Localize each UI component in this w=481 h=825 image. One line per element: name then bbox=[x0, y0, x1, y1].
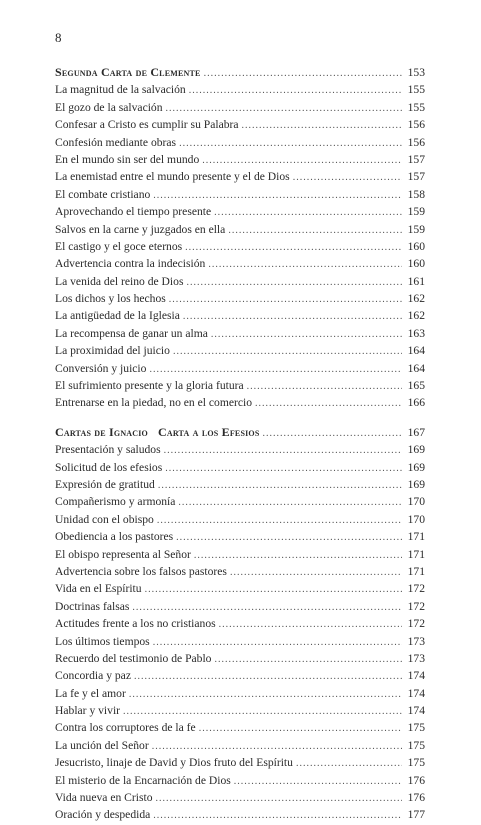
dot-leader bbox=[293, 169, 402, 186]
toc-entry-page: 170 bbox=[407, 512, 425, 526]
toc-entry bbox=[55, 441, 425, 458]
toc-entry-title: El combate cristiano bbox=[55, 187, 151, 201]
toc-entry bbox=[55, 719, 425, 736]
toc-entry bbox=[55, 580, 425, 597]
dot-leader bbox=[165, 460, 402, 477]
toc-entry-title: Los dichos y los hechos bbox=[55, 292, 166, 306]
toc-entry-title: Concordia y paz bbox=[55, 669, 131, 683]
toc-entry-title: Oración y despedida bbox=[55, 808, 151, 822]
dot-leader bbox=[183, 308, 402, 325]
toc-entry-title: La antigüedad de la Iglesia bbox=[55, 309, 180, 323]
toc-entry bbox=[55, 342, 425, 359]
toc-entry-page: 171 bbox=[407, 547, 425, 561]
dot-leader bbox=[179, 135, 402, 152]
toc-entry bbox=[55, 476, 425, 493]
dot-leader bbox=[199, 720, 402, 737]
toc-entry-page: 173 bbox=[407, 651, 425, 665]
toc-entry-title: Solicitud de los efesios bbox=[55, 460, 163, 474]
dot-leader bbox=[145, 581, 402, 598]
toc-section bbox=[55, 64, 425, 412]
toc-entry-title: La fe y el amor bbox=[55, 686, 126, 700]
toc-entry-page: 177 bbox=[407, 808, 425, 822]
toc-entry-page: 175 bbox=[407, 721, 425, 735]
dot-leader bbox=[247, 378, 402, 395]
toc-entry-title: El castigo y el goce eternos bbox=[55, 239, 183, 253]
toc-entry-page: 176 bbox=[407, 791, 425, 805]
toc-entry bbox=[55, 754, 425, 771]
toc-entry-title: Unidad con el obispo bbox=[55, 512, 154, 526]
section-heading-sub: Carta a los Efesios bbox=[157, 424, 260, 439]
toc-entry bbox=[55, 789, 425, 806]
toc-entry-page: 156 bbox=[407, 135, 425, 149]
page-number: 8 bbox=[55, 30, 62, 45]
dot-leader bbox=[242, 117, 402, 134]
toc-entry-title: Contra los corruptores de la fe bbox=[55, 721, 196, 735]
toc-entry-page: 171 bbox=[407, 530, 425, 544]
dot-leader bbox=[152, 738, 402, 755]
dot-leader bbox=[194, 547, 402, 564]
toc-entry-title: Conversión y juicio bbox=[55, 361, 147, 375]
dot-leader bbox=[176, 529, 402, 546]
dot-leader bbox=[230, 564, 402, 581]
toc-entry bbox=[55, 511, 425, 528]
dot-leader bbox=[158, 477, 402, 494]
toc-entry-title: La venida del reino de Dios bbox=[55, 274, 184, 288]
toc-entry-page: 164 bbox=[407, 344, 425, 358]
dot-leader bbox=[129, 686, 402, 703]
toc-entry-page: 173 bbox=[407, 634, 425, 648]
toc-entry-title: Confesión mediante obras bbox=[55, 135, 177, 149]
toc-entry bbox=[55, 203, 425, 220]
section-heading-page: 153 bbox=[407, 66, 425, 79]
toc-entry-title: La enemistad entre el mundo presente y el de Dios bbox=[55, 170, 290, 184]
toc-entry-title: Recuerdo del testimonio de Pablo bbox=[55, 651, 212, 665]
toc-entry-title: Hablar y vivir bbox=[55, 704, 121, 718]
toc-entry bbox=[55, 563, 425, 580]
toc-entry-title: El misterio de la Encarnación de Dios bbox=[55, 773, 231, 787]
toc-entry-page: 158 bbox=[407, 187, 425, 201]
toc-entry-page: 160 bbox=[407, 257, 425, 271]
toc-entry-page: 174 bbox=[407, 669, 425, 683]
toc-entry-page: 163 bbox=[407, 326, 425, 340]
toc-entry-title: La magnitud de la salvación bbox=[55, 83, 186, 97]
toc-entry bbox=[55, 459, 425, 476]
toc-entry bbox=[55, 737, 425, 754]
dot-leader bbox=[211, 326, 402, 343]
toc-entry-page: 165 bbox=[407, 379, 425, 393]
toc-section-heading bbox=[55, 64, 425, 81]
toc-entry-page: 155 bbox=[407, 83, 425, 97]
toc-entry-title: La proximidad del juicio bbox=[55, 344, 170, 358]
toc-entry bbox=[55, 702, 425, 719]
dot-leader bbox=[173, 343, 402, 360]
toc-entry-page: 172 bbox=[407, 599, 425, 613]
dot-leader bbox=[134, 668, 402, 685]
toc-entry bbox=[55, 273, 425, 290]
toc-entry bbox=[55, 99, 425, 116]
toc-entry bbox=[55, 394, 425, 411]
toc-entry bbox=[55, 772, 425, 789]
dot-leader bbox=[157, 512, 402, 529]
dot-leader bbox=[164, 442, 402, 459]
toc-entry bbox=[55, 633, 425, 650]
toc-entry bbox=[55, 116, 425, 133]
toc-entry-page: 176 bbox=[407, 773, 425, 787]
toc-entry-title: Entrenarse en la piedad, no en el comercio bbox=[55, 396, 253, 410]
toc-entry-page: 175 bbox=[407, 738, 425, 752]
toc-entry-title: Salvos en la carne y juzgados en ella bbox=[55, 222, 226, 236]
dot-leader bbox=[178, 494, 402, 511]
dot-leader bbox=[214, 204, 402, 221]
toc-section bbox=[55, 424, 425, 824]
toc-entry-title: Vida en el Espíritu bbox=[55, 582, 142, 596]
toc-entry-page: 156 bbox=[407, 118, 425, 132]
toc-entry bbox=[55, 667, 425, 684]
toc-entry-page: 162 bbox=[407, 309, 425, 323]
toc-entry-page: 162 bbox=[407, 292, 425, 306]
dot-leader bbox=[156, 790, 402, 807]
dot-leader bbox=[228, 222, 402, 239]
toc-entry bbox=[55, 493, 425, 510]
toc-entry-title: Advertencia contra la indecisión bbox=[55, 257, 206, 271]
toc-entry bbox=[55, 377, 425, 394]
dot-leader bbox=[214, 651, 402, 668]
toc-entry-title: Los últimos tiempos bbox=[55, 634, 150, 648]
toc-entry bbox=[55, 221, 425, 238]
toc-entry bbox=[55, 325, 425, 342]
dot-leader bbox=[153, 807, 402, 824]
dot-leader bbox=[202, 152, 402, 169]
dot-leader bbox=[166, 100, 402, 117]
toc-entry bbox=[55, 168, 425, 185]
toc-entry bbox=[55, 546, 425, 563]
toc-entry bbox=[55, 186, 425, 203]
dot-leader bbox=[186, 274, 402, 291]
toc-section-heading bbox=[55, 424, 425, 441]
toc-entry bbox=[55, 650, 425, 667]
toc-entry-title: Vida nueva en Cristo bbox=[55, 791, 153, 805]
toc-entry bbox=[55, 598, 425, 615]
toc-entry-page: 169 bbox=[407, 443, 425, 457]
toc-entry-title: La unción del Señor bbox=[55, 738, 149, 752]
dot-leader bbox=[149, 361, 402, 378]
dot-leader bbox=[296, 755, 402, 772]
toc-entry bbox=[55, 134, 425, 151]
toc-entry-page: 157 bbox=[407, 170, 425, 184]
toc-entry-page: 159 bbox=[407, 205, 425, 219]
toc-entry-page: 174 bbox=[407, 686, 425, 700]
toc-entry bbox=[55, 615, 425, 632]
toc-entry-title: Presentación y saludos bbox=[55, 443, 161, 457]
toc-entry bbox=[55, 360, 425, 377]
toc-entry-page: 161 bbox=[407, 274, 425, 288]
toc-entry-page: 155 bbox=[407, 100, 425, 114]
table-of-contents bbox=[55, 64, 425, 824]
toc-entry-page: 157 bbox=[407, 152, 425, 166]
dot-leader bbox=[153, 187, 402, 204]
toc-entry-page: 159 bbox=[407, 222, 425, 236]
dot-leader bbox=[255, 395, 402, 412]
dot-leader bbox=[132, 599, 402, 616]
toc-entry-title: Jesucristo, linaje de David y Dios fruto del Espíritu bbox=[55, 756, 293, 770]
toc-entry-title: Expresión de gratitud bbox=[55, 477, 155, 491]
toc-entry-title: El sufrimiento presente y la gloria futura bbox=[55, 379, 244, 393]
toc-entry-page: 170 bbox=[407, 495, 425, 509]
toc-entry-title: El obispo representa al Señor bbox=[55, 547, 191, 561]
dot-leader bbox=[153, 634, 402, 651]
dot-leader bbox=[169, 291, 402, 308]
toc-entry-title: Confesar a Cristo es cumplir su Palabra bbox=[55, 118, 239, 132]
toc-entry bbox=[55, 255, 425, 272]
toc-entry-title: Obediencia a los pastores bbox=[55, 530, 174, 544]
dot-leader bbox=[234, 773, 402, 790]
dot-leader bbox=[219, 616, 402, 633]
toc-entry-title: En el mundo sin ser del mundo bbox=[55, 152, 200, 166]
toc-entry-title: La recompensa de ganar un alma bbox=[55, 326, 208, 340]
toc-entry-page: 160 bbox=[407, 239, 425, 253]
toc-entry-title: Doctrinas falsas bbox=[55, 599, 130, 613]
toc-entry-page: 175 bbox=[407, 756, 425, 770]
toc-entry bbox=[55, 307, 425, 324]
toc-entry bbox=[55, 151, 425, 168]
toc-entry-page: 169 bbox=[407, 460, 425, 474]
toc-entry bbox=[55, 238, 425, 255]
section-heading-title bbox=[55, 424, 260, 441]
toc-entry-page: 172 bbox=[407, 617, 425, 631]
toc-entry-title: Actitudes frente a los no cristianos bbox=[55, 617, 216, 631]
toc-entry bbox=[55, 81, 425, 98]
toc-entry-page: 169 bbox=[407, 477, 425, 491]
dot-leader bbox=[123, 703, 402, 720]
toc-entry-page: 171 bbox=[407, 564, 425, 578]
dot-leader bbox=[208, 256, 402, 273]
section-heading-page: 167 bbox=[407, 425, 425, 439]
toc-entry-title: Aprovechando el tiempo presente bbox=[55, 205, 212, 219]
toc-entry-title: El gozo de la salvación bbox=[55, 100, 163, 114]
toc-entry bbox=[55, 290, 425, 307]
dot-leader bbox=[204, 65, 402, 82]
toc-entry bbox=[55, 528, 425, 545]
toc-entry-page: 166 bbox=[407, 396, 425, 410]
dot-leader bbox=[263, 425, 403, 442]
section-heading-main: Segunda Carta de Clemente bbox=[55, 65, 201, 79]
toc-entry-title: Compañerismo y armonía bbox=[55, 495, 176, 509]
toc-entry-title: Advertencia sobre los falsos pastores bbox=[55, 564, 227, 578]
toc-entry-page: 164 bbox=[407, 361, 425, 375]
toc-entry bbox=[55, 806, 425, 823]
toc-entry-page: 174 bbox=[407, 704, 425, 718]
toc-entry bbox=[55, 685, 425, 702]
section-heading-main: Cartas de Ignacio bbox=[55, 424, 148, 439]
dot-leader bbox=[185, 239, 402, 256]
dot-leader bbox=[189, 82, 402, 99]
section-heading-title bbox=[55, 64, 201, 81]
toc-entry-page: 172 bbox=[407, 582, 425, 596]
